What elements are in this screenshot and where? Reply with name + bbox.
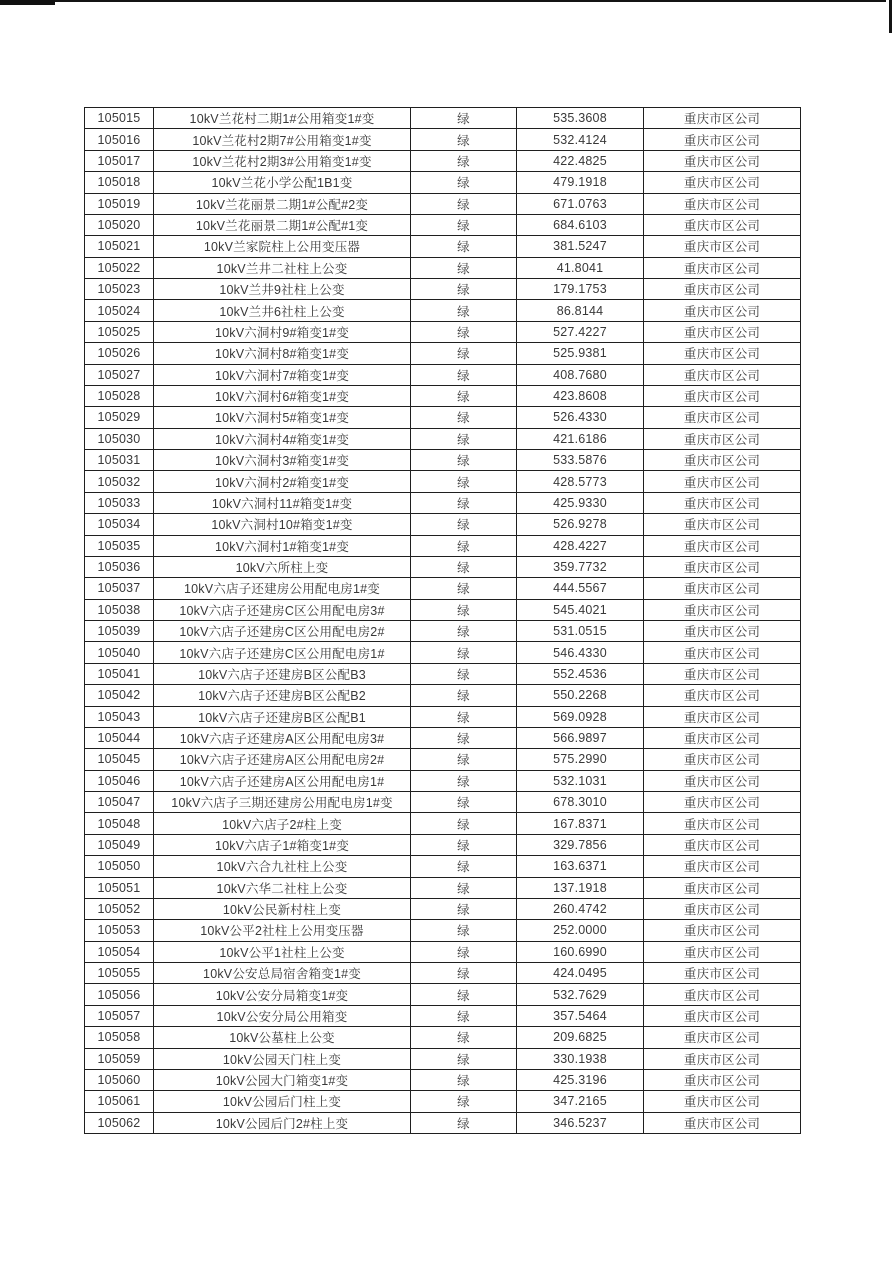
cell-value: 533.5876 <box>517 450 644 471</box>
cell-equipment-id: 105051 <box>85 877 154 898</box>
scan-artifact-top-left-mark <box>0 0 55 5</box>
cell-equipment-name: 10kV六洞村1#箱变1#变 <box>154 535 411 556</box>
cell-equipment-id: 105038 <box>85 599 154 620</box>
cell-equipment-id: 105015 <box>85 108 154 129</box>
cell-equipment-id: 105059 <box>85 1048 154 1069</box>
table-row <box>85 749 801 770</box>
cell-company: 重庆市区公司 <box>644 1069 801 1090</box>
table-row <box>85 984 801 1005</box>
table-row <box>85 321 801 342</box>
cell-value: 359.7732 <box>517 556 644 577</box>
cell-status: 绿 <box>411 471 517 492</box>
table-row <box>85 663 801 684</box>
cell-company: 重庆市区公司 <box>644 877 801 898</box>
cell-equipment-id: 105053 <box>85 920 154 941</box>
cell-value: 423.8608 <box>517 385 644 406</box>
cell-value: 425.9330 <box>517 492 644 513</box>
cell-value: 167.8371 <box>517 813 644 834</box>
cell-equipment-id: 105029 <box>85 407 154 428</box>
cell-status: 绿 <box>411 877 517 898</box>
cell-equipment-name: 10kV六洞村7#箱变1#变 <box>154 364 411 385</box>
cell-value: 535.3608 <box>517 108 644 129</box>
cell-equipment-id: 105031 <box>85 450 154 471</box>
table-row <box>85 898 801 919</box>
cell-company: 重庆市区公司 <box>644 834 801 855</box>
cell-equipment-id: 105042 <box>85 685 154 706</box>
cell-value: 260.4742 <box>517 898 644 919</box>
cell-value: 86.8144 <box>517 300 644 321</box>
cell-value: 424.0495 <box>517 963 644 984</box>
cell-equipment-name: 10kV六洞村3#箱变1#变 <box>154 450 411 471</box>
cell-status: 绿 <box>411 236 517 257</box>
cell-equipment-name: 10kV六店子还建房C区公用配电房3# <box>154 599 411 620</box>
cell-equipment-name: 10kV六华二社柱上公变 <box>154 877 411 898</box>
cell-equipment-name: 10kV公园大门箱变1#变 <box>154 1069 411 1090</box>
table-row <box>85 599 801 620</box>
cell-equipment-id: 105021 <box>85 236 154 257</box>
cell-company: 重庆市区公司 <box>644 428 801 449</box>
cell-value: 671.0763 <box>517 193 644 214</box>
cell-status: 绿 <box>411 685 517 706</box>
cell-status: 绿 <box>411 642 517 663</box>
table-row <box>85 642 801 663</box>
table-row <box>85 813 801 834</box>
cell-value: 357.5464 <box>517 1005 644 1026</box>
cell-company: 重庆市区公司 <box>644 941 801 962</box>
cell-equipment-name: 10kV六店子还建房B区公配B3 <box>154 663 411 684</box>
cell-company: 重庆市区公司 <box>644 898 801 919</box>
cell-company: 重庆市区公司 <box>644 1091 801 1112</box>
cell-company: 重庆市区公司 <box>644 1027 801 1048</box>
cell-value: 422.4825 <box>517 150 644 171</box>
cell-status: 绿 <box>411 193 517 214</box>
cell-status: 绿 <box>411 898 517 919</box>
cell-status: 绿 <box>411 279 517 300</box>
cell-equipment-id: 105016 <box>85 129 154 150</box>
table-row <box>85 727 801 748</box>
cell-company: 重庆市区公司 <box>644 599 801 620</box>
cell-equipment-name: 10kV公安分局箱变1#变 <box>154 984 411 1005</box>
table-row <box>85 621 801 642</box>
cell-value: 525.9381 <box>517 343 644 364</box>
cell-company: 重庆市区公司 <box>644 984 801 1005</box>
cell-equipment-name: 10kV六店子还建房B区公配B1 <box>154 706 411 727</box>
cell-equipment-name: 10kV六店子三期还建房公用配电房1#变 <box>154 792 411 813</box>
cell-equipment-name: 10kV六洞村4#箱变1#变 <box>154 428 411 449</box>
cell-value: 546.4330 <box>517 642 644 663</box>
cell-value: 678.3010 <box>517 792 644 813</box>
cell-equipment-name: 10kV六洞村5#箱变1#变 <box>154 407 411 428</box>
cell-value: 330.1938 <box>517 1048 644 1069</box>
cell-status: 绿 <box>411 578 517 599</box>
cell-company: 重庆市区公司 <box>644 108 801 129</box>
table-row <box>85 193 801 214</box>
cell-equipment-id: 105034 <box>85 514 154 535</box>
table-row <box>85 856 801 877</box>
cell-value: 479.1918 <box>517 172 644 193</box>
cell-value: 41.8041 <box>517 257 644 278</box>
cell-value: 381.5247 <box>517 236 644 257</box>
cell-company: 重庆市区公司 <box>644 236 801 257</box>
table-row <box>85 407 801 428</box>
table-row <box>85 1048 801 1069</box>
cell-company: 重庆市区公司 <box>644 535 801 556</box>
cell-equipment-name: 10kV兰井6社柱上公变 <box>154 300 411 321</box>
cell-status: 绿 <box>411 150 517 171</box>
table-row <box>85 1027 801 1048</box>
cell-equipment-name: 10kV六店子还建房C区公用配电房1# <box>154 642 411 663</box>
cell-equipment-name: 10kV兰家院柱上公用变压器 <box>154 236 411 257</box>
cell-value: 531.0515 <box>517 621 644 642</box>
cell-equipment-id: 105026 <box>85 343 154 364</box>
cell-equipment-id: 105049 <box>85 834 154 855</box>
cell-status: 绿 <box>411 385 517 406</box>
cell-status: 绿 <box>411 770 517 791</box>
cell-status: 绿 <box>411 663 517 684</box>
cell-status: 绿 <box>411 1027 517 1048</box>
cell-value: 526.9278 <box>517 514 644 535</box>
cell-company: 重庆市区公司 <box>644 706 801 727</box>
cell-company: 重庆市区公司 <box>644 792 801 813</box>
cell-status: 绿 <box>411 749 517 770</box>
cell-value: 550.2268 <box>517 685 644 706</box>
cell-equipment-name: 10kV六合九社柱上公变 <box>154 856 411 877</box>
cell-equipment-name: 10kV六店子还建房B区公配B2 <box>154 685 411 706</box>
cell-company: 重庆市区公司 <box>644 920 801 941</box>
cell-equipment-name: 10kV公安分局公用箱变 <box>154 1005 411 1026</box>
cell-value: 532.7629 <box>517 984 644 1005</box>
table-row <box>85 1005 801 1026</box>
cell-company: 重庆市区公司 <box>644 663 801 684</box>
cell-status: 绿 <box>411 556 517 577</box>
table-row <box>85 685 801 706</box>
cell-equipment-id: 105055 <box>85 963 154 984</box>
cell-status: 绿 <box>411 108 517 129</box>
cell-equipment-name: 10kV六店子还建房C区公用配电房2# <box>154 621 411 642</box>
cell-company: 重庆市区公司 <box>644 1048 801 1069</box>
table-row <box>85 492 801 513</box>
cell-company: 重庆市区公司 <box>644 963 801 984</box>
table-row <box>85 770 801 791</box>
cell-company: 重庆市区公司 <box>644 343 801 364</box>
cell-value: 552.4536 <box>517 663 644 684</box>
cell-status: 绿 <box>411 407 517 428</box>
cell-company: 重庆市区公司 <box>644 621 801 642</box>
cell-company: 重庆市区公司 <box>644 300 801 321</box>
cell-equipment-name: 10kV六洞村6#箱变1#变 <box>154 385 411 406</box>
cell-equipment-name: 10kV兰花小学公配1B1变 <box>154 172 411 193</box>
cell-equipment-id: 105052 <box>85 898 154 919</box>
cell-status: 绿 <box>411 450 517 471</box>
cell-value: 408.7680 <box>517 364 644 385</box>
cell-status: 绿 <box>411 984 517 1005</box>
cell-company: 重庆市区公司 <box>644 1005 801 1026</box>
cell-equipment-name: 10kV兰井9社柱上公变 <box>154 279 411 300</box>
table-row <box>85 279 801 300</box>
cell-status: 绿 <box>411 428 517 449</box>
cell-equipment-id: 105056 <box>85 984 154 1005</box>
cell-equipment-id: 105044 <box>85 727 154 748</box>
cell-equipment-name: 10kV六所柱上变 <box>154 556 411 577</box>
cell-status: 绿 <box>411 1005 517 1026</box>
cell-status: 绿 <box>411 535 517 556</box>
cell-value: 428.4227 <box>517 535 644 556</box>
cell-equipment-id: 105040 <box>85 642 154 663</box>
cell-status: 绿 <box>411 300 517 321</box>
cell-equipment-name: 10kV公安总局宿舍箱变1#变 <box>154 963 411 984</box>
cell-status: 绿 <box>411 706 517 727</box>
cell-status: 绿 <box>411 813 517 834</box>
cell-equipment-id: 105022 <box>85 257 154 278</box>
cell-equipment-name: 10kV六洞村11#箱变1#变 <box>154 492 411 513</box>
cell-company: 重庆市区公司 <box>644 770 801 791</box>
cell-equipment-name: 10kV兰井二社柱上公变 <box>154 257 411 278</box>
cell-company: 重庆市区公司 <box>644 407 801 428</box>
table-row <box>85 343 801 364</box>
cell-company: 重庆市区公司 <box>644 749 801 770</box>
cell-value: 575.2990 <box>517 749 644 770</box>
cell-value: 532.4124 <box>517 129 644 150</box>
cell-status: 绿 <box>411 343 517 364</box>
cell-equipment-name: 10kV六店子还建房A区公用配电房2# <box>154 749 411 770</box>
cell-equipment-id: 105057 <box>85 1005 154 1026</box>
table-row <box>85 706 801 727</box>
cell-company: 重庆市区公司 <box>644 257 801 278</box>
cell-status: 绿 <box>411 920 517 941</box>
cell-value: 160.6990 <box>517 941 644 962</box>
scan-artifact-top-line <box>0 0 886 2</box>
cell-status: 绿 <box>411 257 517 278</box>
cell-equipment-id: 105058 <box>85 1027 154 1048</box>
cell-status: 绿 <box>411 856 517 877</box>
cell-equipment-id: 105033 <box>85 492 154 513</box>
cell-equipment-id: 105024 <box>85 300 154 321</box>
cell-company: 重庆市区公司 <box>644 279 801 300</box>
cell-company: 重庆市区公司 <box>644 642 801 663</box>
cell-status: 绿 <box>411 172 517 193</box>
cell-equipment-id: 105018 <box>85 172 154 193</box>
cell-value: 209.6825 <box>517 1027 644 1048</box>
cell-equipment-name: 10kV六洞村9#箱变1#变 <box>154 321 411 342</box>
cell-status: 绿 <box>411 1069 517 1090</box>
cell-status: 绿 <box>411 321 517 342</box>
cell-equipment-name: 10kV公平2社柱上公用变压器 <box>154 920 411 941</box>
cell-value: 527.4227 <box>517 321 644 342</box>
cell-company: 重庆市区公司 <box>644 685 801 706</box>
cell-equipment-name: 10kV六店子还建房公用配电房1#变 <box>154 578 411 599</box>
cell-value: 684.6103 <box>517 214 644 235</box>
cell-equipment-id: 105061 <box>85 1091 154 1112</box>
cell-equipment-id: 105028 <box>85 385 154 406</box>
table-row <box>85 920 801 941</box>
cell-status: 绿 <box>411 1091 517 1112</box>
table-row <box>85 535 801 556</box>
cell-equipment-name: 10kV公园后门柱上变 <box>154 1091 411 1112</box>
cell-value: 545.4021 <box>517 599 644 620</box>
cell-value: 163.6371 <box>517 856 644 877</box>
cell-equipment-name: 10kV六店子还建房A区公用配电房3# <box>154 727 411 748</box>
cell-value: 137.1918 <box>517 877 644 898</box>
table-row <box>85 129 801 150</box>
table-row <box>85 556 801 577</box>
cell-equipment-id: 105023 <box>85 279 154 300</box>
cell-equipment-name: 10kV兰花村2期3#公用箱变1#变 <box>154 150 411 171</box>
cell-value: 566.9897 <box>517 727 644 748</box>
cell-company: 重庆市区公司 <box>644 856 801 877</box>
cell-equipment-name: 10kV六洞村10#箱变1#变 <box>154 514 411 535</box>
table-row <box>85 214 801 235</box>
cell-equipment-id: 105047 <box>85 792 154 813</box>
cell-equipment-id: 105027 <box>85 364 154 385</box>
cell-equipment-name: 10kV六店子2#柱上变 <box>154 813 411 834</box>
cell-equipment-name: 10kV公平1社柱上公变 <box>154 941 411 962</box>
cell-equipment-id: 105030 <box>85 428 154 449</box>
table-row <box>85 385 801 406</box>
table-row <box>85 450 801 471</box>
cell-equipment-id: 105032 <box>85 471 154 492</box>
table-body <box>85 108 801 1134</box>
cell-value: 425.3196 <box>517 1069 644 1090</box>
cell-company: 重庆市区公司 <box>644 1112 801 1133</box>
cell-status: 绿 <box>411 514 517 535</box>
cell-value: 532.1031 <box>517 770 644 791</box>
cell-status: 绿 <box>411 834 517 855</box>
cell-company: 重庆市区公司 <box>644 129 801 150</box>
cell-value: 346.5237 <box>517 1112 644 1133</box>
cell-equipment-name: 10kV兰花丽景二期1#公配#1变 <box>154 214 411 235</box>
table-row <box>85 792 801 813</box>
cell-equipment-id: 105020 <box>85 214 154 235</box>
cell-value: 421.6186 <box>517 428 644 449</box>
table-row <box>85 300 801 321</box>
cell-company: 重庆市区公司 <box>644 556 801 577</box>
cell-equipment-id: 105045 <box>85 749 154 770</box>
table-row <box>85 172 801 193</box>
table-row <box>85 236 801 257</box>
equipment-table <box>84 107 801 1134</box>
cell-status: 绿 <box>411 621 517 642</box>
cell-equipment-id: 105041 <box>85 663 154 684</box>
cell-equipment-id: 105048 <box>85 813 154 834</box>
table-row <box>85 578 801 599</box>
cell-company: 重庆市区公司 <box>644 492 801 513</box>
table-row <box>85 1112 801 1133</box>
table-row <box>85 428 801 449</box>
table-row <box>85 514 801 535</box>
table-row <box>85 150 801 171</box>
cell-company: 重庆市区公司 <box>644 514 801 535</box>
cell-equipment-name: 10kV兰花村2期7#公用箱变1#变 <box>154 129 411 150</box>
cell-status: 绿 <box>411 1112 517 1133</box>
cell-status: 绿 <box>411 941 517 962</box>
cell-status: 绿 <box>411 1048 517 1069</box>
cell-equipment-id: 105046 <box>85 770 154 791</box>
cell-company: 重庆市区公司 <box>644 321 801 342</box>
cell-value: 179.1753 <box>517 279 644 300</box>
cell-equipment-id: 105025 <box>85 321 154 342</box>
cell-company: 重庆市区公司 <box>644 385 801 406</box>
table-row <box>85 834 801 855</box>
cell-equipment-name: 10kV公墓柱上公变 <box>154 1027 411 1048</box>
cell-status: 绿 <box>411 364 517 385</box>
cell-status: 绿 <box>411 963 517 984</box>
table-row <box>85 1091 801 1112</box>
cell-value: 428.5773 <box>517 471 644 492</box>
cell-company: 重庆市区公司 <box>644 150 801 171</box>
cell-company: 重庆市区公司 <box>644 813 801 834</box>
cell-value: 329.7856 <box>517 834 644 855</box>
cell-equipment-id: 105036 <box>85 556 154 577</box>
table-row <box>85 963 801 984</box>
cell-equipment-id: 105060 <box>85 1069 154 1090</box>
cell-company: 重庆市区公司 <box>644 727 801 748</box>
cell-company: 重庆市区公司 <box>644 364 801 385</box>
cell-equipment-id: 105037 <box>85 578 154 599</box>
cell-value: 444.5567 <box>517 578 644 599</box>
table-row <box>85 108 801 129</box>
cell-company: 重庆市区公司 <box>644 214 801 235</box>
cell-company: 重庆市区公司 <box>644 172 801 193</box>
cell-equipment-name: 10kV公民新村柱上变 <box>154 898 411 919</box>
cell-equipment-id: 105054 <box>85 941 154 962</box>
cell-equipment-id: 105017 <box>85 150 154 171</box>
cell-equipment-id: 105035 <box>85 535 154 556</box>
cell-equipment-name: 10kV公园后门2#柱上变 <box>154 1112 411 1133</box>
cell-company: 重庆市区公司 <box>644 193 801 214</box>
table-row <box>85 364 801 385</box>
table-row <box>85 877 801 898</box>
table-row <box>85 471 801 492</box>
cell-company: 重庆市区公司 <box>644 578 801 599</box>
cell-equipment-name: 10kV六店子1#箱变1#变 <box>154 834 411 855</box>
cell-status: 绿 <box>411 214 517 235</box>
cell-equipment-name: 10kV六店子还建房A区公用配电房1# <box>154 770 411 791</box>
cell-equipment-id: 105039 <box>85 621 154 642</box>
cell-equipment-name: 10kV兰花村二期1#公用箱变1#变 <box>154 108 411 129</box>
cell-equipment-name: 10kV六洞村2#箱变1#变 <box>154 471 411 492</box>
table-row <box>85 257 801 278</box>
cell-value: 569.0928 <box>517 706 644 727</box>
cell-equipment-name: 10kV公园天门柱上变 <box>154 1048 411 1069</box>
cell-equipment-id: 105062 <box>85 1112 154 1133</box>
cell-equipment-name: 10kV兰花丽景二期1#公配#2变 <box>154 193 411 214</box>
cell-company: 重庆市区公司 <box>644 471 801 492</box>
cell-equipment-name: 10kV六洞村8#箱变1#变 <box>154 343 411 364</box>
cell-status: 绿 <box>411 129 517 150</box>
table-row <box>85 1069 801 1090</box>
cell-status: 绿 <box>411 727 517 748</box>
cell-equipment-id: 105043 <box>85 706 154 727</box>
cell-value: 347.2165 <box>517 1091 644 1112</box>
cell-equipment-id: 105050 <box>85 856 154 877</box>
cell-value: 526.4330 <box>517 407 644 428</box>
cell-status: 绿 <box>411 792 517 813</box>
cell-status: 绿 <box>411 492 517 513</box>
cell-status: 绿 <box>411 599 517 620</box>
table-row <box>85 941 801 962</box>
cell-value: 252.0000 <box>517 920 644 941</box>
cell-company: 重庆市区公司 <box>644 450 801 471</box>
cell-equipment-id: 105019 <box>85 193 154 214</box>
